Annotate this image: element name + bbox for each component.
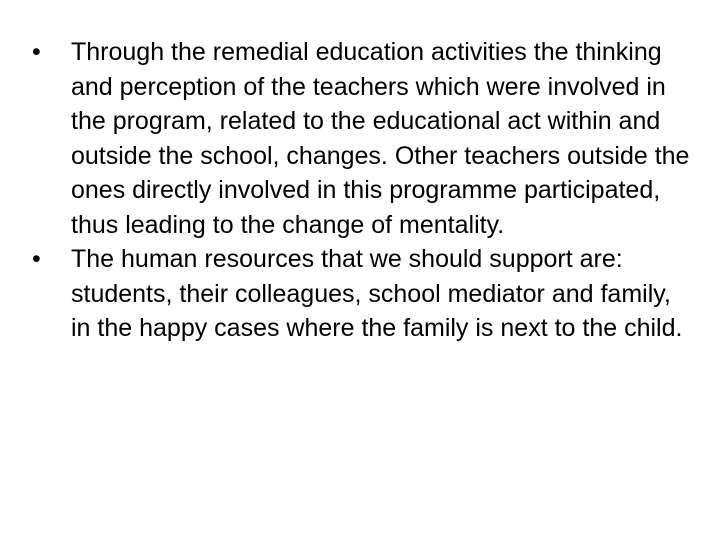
bullet-dot-icon: • [32,245,41,273]
bullet-list [32,35,692,346]
bullet-text: Through the remedial education activities the thinking and perception of the teachers which were involved in the program, related to the educational act within and outside the school, changes. Other teachers outside the ones directly involved in this programme participated, thus leading to the change of mentality. [71,38,690,239]
bullet-text: The human resources that we should support are: students, their colleagues, school mediator and family, in the happy cases where the family is next to the child. [71,245,683,342]
bullet-dot-icon: • [32,38,41,66]
bullet-item-remedial-education [32,35,692,242]
bullet-item-human-resources [32,242,692,346]
